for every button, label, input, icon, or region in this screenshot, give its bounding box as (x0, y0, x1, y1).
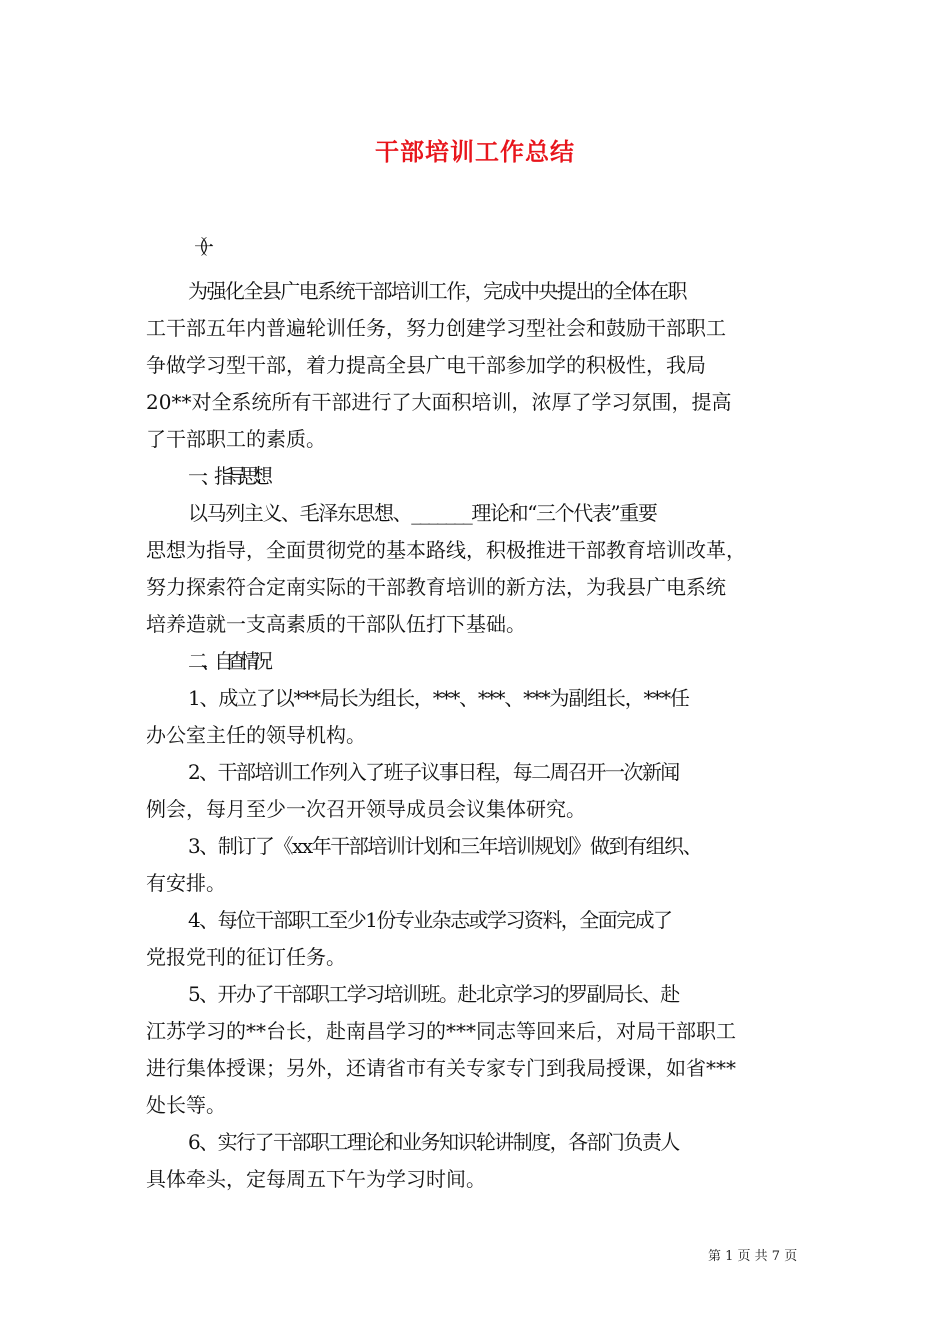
text-line: 例会，每月至少一次召开领导成员会议集体研究。 (146, 797, 586, 821)
text-line: 争做学习型干部，着力提高全县广电干部参加学的积极性，我局 (146, 353, 706, 377)
text-line: （一） (188, 235, 206, 259)
text-line: 4、每位干部职工至少1份专业杂志或学习资料，全面完成了 (188, 908, 672, 932)
text-line: 党报党刊的征订任务。 (146, 945, 346, 969)
text-line: 2、干部培训工作列入了班子议事日程，每二周召开一次新闻 (188, 760, 679, 784)
text-line: 处长等。 (146, 1093, 226, 1117)
text-line: 有安排。 (146, 871, 226, 895)
text-line: 培养造就一支高素质的干部队伍打下基础。 (146, 612, 526, 636)
text-line: 具体牵头，定每周五下午为学习时间。 (146, 1167, 486, 1191)
text-line: 了干部职工的素质。 (146, 427, 326, 451)
text-line: 努力探索符合定南实际的干部教育培训的新方法，为我县广电系统 (146, 575, 726, 599)
document-title: 干部培训工作总结 (375, 138, 575, 166)
text-line: 1、成立了以***局长为组长，***、***、***为副组长，***任 (188, 686, 689, 710)
page-number: 第 1 页 共 7 页 (708, 1249, 798, 1264)
text-line: 以马列主义、毛泽东思想、_______理论和“三个代表”重要 (188, 501, 657, 525)
text-line: 3、制订了《xx年干部培训计划和三年培训规划》做到有组织、 (188, 834, 702, 858)
text-line: 二、自查情况 (188, 649, 266, 673)
text-line: 工干部五年内普遍轮训任务，努力创建学习型社会和鼓励干部职工 (146, 316, 726, 340)
text-line: 一、指导思想 (188, 464, 266, 488)
text-line: 江苏学习的**台长，赴南昌学习的***同志等回来后，对局干部职工 (146, 1019, 736, 1043)
text-line: 进行集体授课；另外，还请省市有关专家专门到我局授课，如省*** (146, 1056, 736, 1080)
text-line: 思想为指导，全面贯彻党的基本路线，积极推进干部教育培训改革， (146, 538, 746, 562)
text-line: 6、实行了干部职工理论和业务知识轮讲制度，各部门负责人 (188, 1130, 679, 1154)
text-line: 5、开办了干部职工学习培训班。赴北京学习的罗副局长、赴 (188, 982, 679, 1006)
text-line: 为强化全县广电系统干部培训工作，完成中央提出的全体在职 (188, 279, 686, 303)
text-line: 20**对全系统所有干部进行了大面积培训，浓厚了学习氛围，提高 (146, 390, 732, 414)
text-line: 办公室主任的领导机构。 (146, 723, 366, 747)
